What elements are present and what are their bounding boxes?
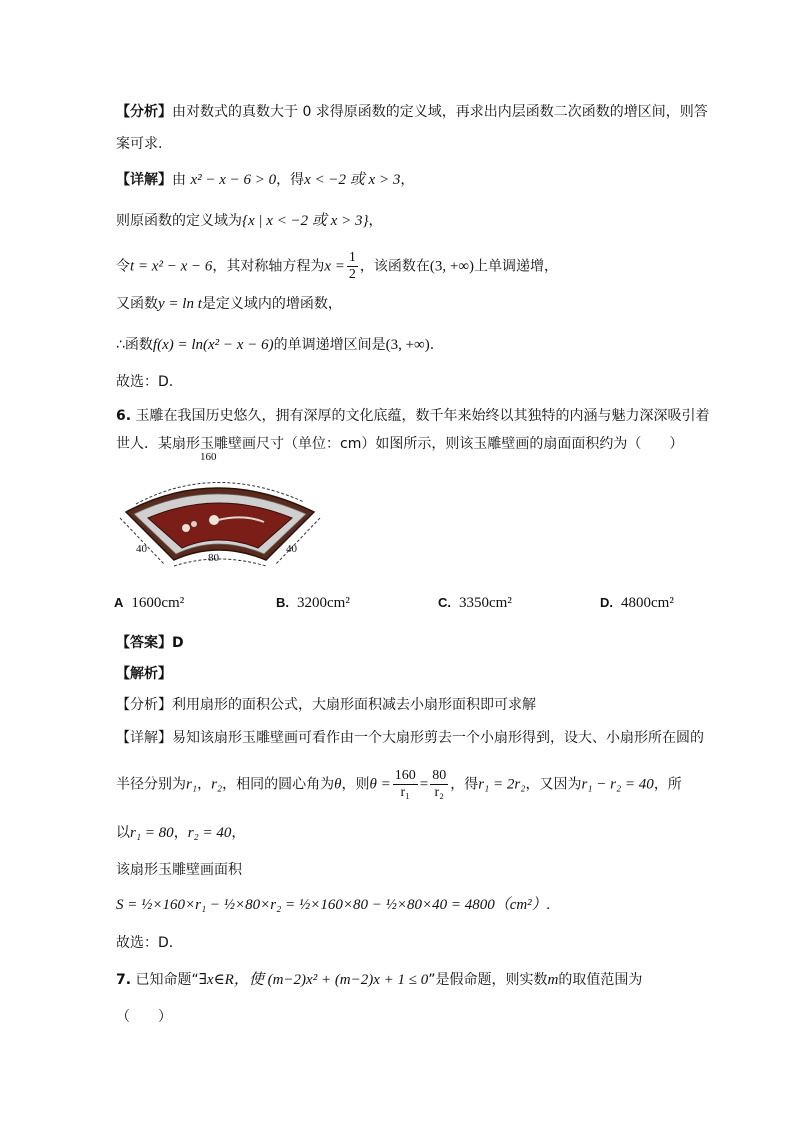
math-r-diff: r₁ − r₂ = 40	[581, 776, 654, 793]
math-fx: f(x) = ln(x² − x − 6)	[152, 337, 274, 353]
math-interval: (3, +∞)	[385, 337, 430, 353]
option-label: A	[114, 595, 124, 610]
math-ln: y = ln t	[158, 296, 202, 312]
flower-decoration	[191, 521, 197, 527]
explain-tag: 【解析】	[116, 666, 172, 682]
question-text: 玉雕在我国历史悠久，拥有深厚的文化底蕴，数千年来始终以其独特的内涵与魅力深深吸引着	[135, 408, 710, 424]
detail-text: ，得	[450, 776, 479, 793]
detail-6-line-3	[116, 823, 245, 843]
question-6-line-1	[116, 406, 710, 426]
detail-line-4	[116, 294, 342, 314]
detail-text: 上单调递增，	[474, 258, 559, 275]
option-value: 3200cm²	[297, 595, 350, 611]
answer-choice-6: 故选：D．	[116, 935, 183, 951]
label-160: 160	[200, 451, 217, 463]
detail-6-line-2	[116, 768, 682, 801]
math-inequality: x² − x − 6 > 0	[190, 172, 277, 188]
detail-text: 由	[172, 172, 186, 188]
math-r2: r₂	[211, 776, 223, 793]
fan-carving-figure	[114, 451, 344, 582]
option-label: B.	[276, 595, 289, 610]
math-theta: θ	[334, 776, 342, 793]
math-m: m	[547, 972, 559, 988]
question-text: 的取值范围为	[558, 972, 643, 988]
detail-tag: 【详解】	[116, 172, 172, 188]
detail-text: ，相同的圆心角为	[222, 776, 335, 793]
math-solution: x < −2 或 x > 3	[304, 172, 401, 188]
option-label: C.	[438, 595, 451, 610]
detail-text: 半径分别为	[116, 776, 186, 793]
detail-text: 令	[116, 258, 130, 275]
dimension-arc-bottom	[174, 559, 266, 566]
math-r-relation: r₁ = 2r₂	[478, 776, 526, 793]
detail-text: ，所	[653, 776, 682, 793]
fraction-numerator: 1	[348, 250, 356, 265]
detail-line-2	[116, 211, 382, 231]
question-number: 6.	[116, 408, 132, 424]
detail-text: 以	[116, 825, 130, 841]
detail-text: ，	[231, 825, 246, 841]
math-domain: {x | x < −2 或 x > 3}	[242, 213, 369, 229]
option-b[interactable]	[276, 595, 350, 612]
option-d[interactable]	[600, 595, 674, 612]
detail-text: 的单调递增区间是	[273, 337, 386, 353]
detail-text: 则原函数的定义域为	[116, 213, 242, 229]
option-value: 4800cm²	[621, 595, 674, 611]
label-left-40: 40	[136, 543, 147, 555]
label-80: 80	[208, 552, 219, 564]
option-label: D.	[600, 595, 613, 610]
flower-decoration	[182, 524, 190, 532]
math-r1-value: r₁ = 80	[130, 825, 174, 841]
question-7-line-2: （ ）	[116, 1009, 172, 1025]
detail-6-line-1: 【详解】易知该扇形玉雕壁画可看作由一个大扇形剪去一个小扇形得到，设大、小扇形所在圆的	[116, 730, 704, 746]
math-r1: r₁	[186, 776, 198, 793]
fraction-half	[347, 250, 358, 283]
detail-text: .	[429, 337, 435, 353]
answer-choice-5: 故选：D.	[116, 374, 174, 390]
question-7-line-1	[116, 970, 642, 990]
detail-line-3	[116, 250, 558, 283]
detail-text: ，	[173, 825, 188, 841]
math-proposition: ∃x∈R，使 (m−2)x² + (m−2)x + 1 ≤ 0	[198, 972, 429, 988]
math-interval: (3, +∞)	[429, 258, 475, 275]
fraction-denominator: r₁	[400, 785, 411, 800]
fraction-160-r1	[393, 768, 418, 801]
analysis-text: 由对数式的真数大于 0 求得原函数的定义域，再求出内层函数二次函数的增区间，则答	[172, 104, 708, 120]
question-text: 已知命题“	[135, 972, 199, 988]
option-a[interactable]	[114, 595, 184, 612]
analysis-tag: 【分析】	[116, 104, 172, 120]
analysis-6: 【分析】利用扇形的面积公式，大扇形面积减去小扇形面积即可求解	[116, 697, 536, 713]
math-t-def: t = x² − x − 6	[130, 258, 213, 275]
analysis-line-1	[116, 102, 708, 122]
detail-line-1	[116, 170, 414, 190]
detail-text: 是定义域内的增函数，	[201, 296, 342, 312]
math-theta-eq: θ =	[369, 776, 391, 793]
question-text: ”是假命题，则实数	[428, 972, 548, 988]
area-formula: S = ½×160×r₁ − ½×80×r₂ = ½×160×80 − ½×80×40 = 4800（cm²）.	[116, 897, 551, 913]
question-number: 7.	[116, 972, 132, 988]
bird-decoration	[209, 515, 219, 525]
detail-line-5	[116, 335, 434, 355]
option-c[interactable]	[438, 595, 512, 612]
analysis-line-2: 案可求.	[116, 136, 163, 152]
math-eq: =	[419, 776, 429, 793]
detail-6-line-4: 该扇形玉雕壁画面积	[116, 862, 242, 878]
detail-text: ，则	[341, 776, 370, 793]
detail-text: ，	[368, 213, 383, 229]
fan-diagram	[114, 451, 344, 578]
detail-text: ，	[400, 172, 415, 188]
detail-text: ，又因为	[525, 776, 582, 793]
detail-text: 又函数	[116, 296, 158, 312]
answer-label: 【答案】D	[116, 635, 184, 651]
fraction-denominator: r₂	[434, 785, 444, 800]
option-value: 3350cm²	[459, 595, 512, 611]
detail-text: ，	[197, 776, 212, 793]
detail-text: ，该函数在	[359, 258, 430, 275]
label-right-40: 40	[286, 543, 297, 555]
fraction-numerator: 80	[432, 768, 447, 783]
fraction-numerator: 160	[394, 768, 416, 783]
option-value: 1600cm²	[131, 595, 185, 611]
detail-text: ∴函数	[116, 337, 153, 353]
detail-text: ，得	[276, 172, 305, 188]
detail-text: ，其对称轴方程为	[212, 258, 325, 275]
math-r2-value: r₂ = 40	[187, 825, 232, 841]
question-6-line-2: 世人．某扇形玉雕壁画尺寸（单位：cm）如图所示，则该玉雕壁画的扇面面积约为（ ）	[116, 436, 684, 452]
fraction-80-r2	[430, 768, 448, 801]
math-axis: x =	[324, 258, 345, 275]
fraction-denominator: 2	[348, 267, 356, 282]
